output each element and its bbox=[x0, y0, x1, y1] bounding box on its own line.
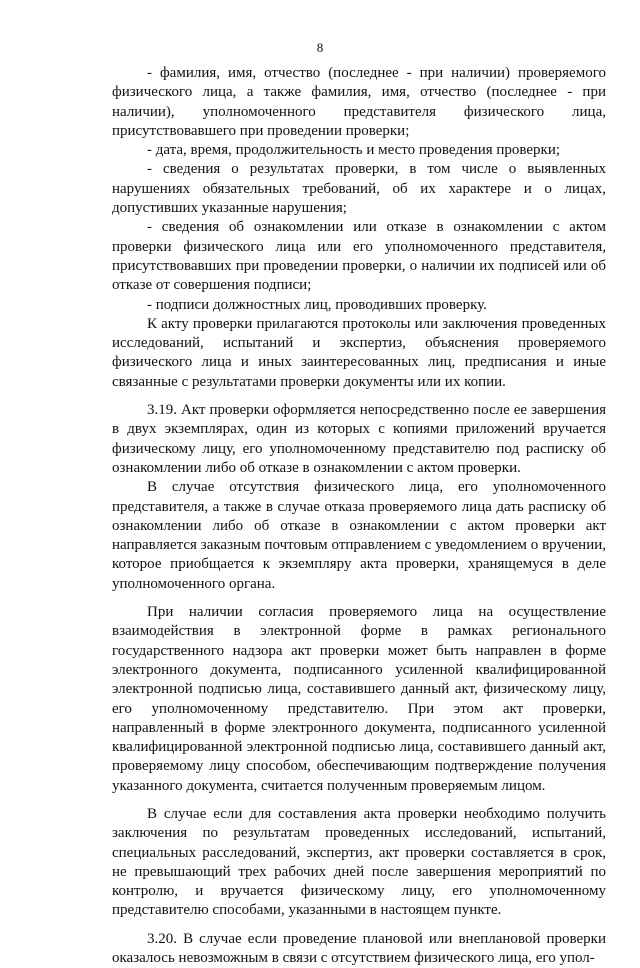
list-item-date-time-place: - дата, время, продолжительность и место проведения проверки; bbox=[147, 142, 561, 159]
paragraph-absence: В случае отсутствия физического лица, его уполномоченного представителя, а также в случае отказа проверяемого лица дать расписку об ознакомлении либо об отказе в ознакомлении с актом проверки акт направляется заказным почтовым отправлением с уведомлением о вручении, которое приобщается к экземпляру акта проверки, хранящемуся в деле уполномоченного органа. bbox=[112, 479, 606, 592]
list-item-acquaintance-info: - сведения об ознакомлении или отказе в ознакомлении с актом проверки физического лица или его уполномоченного представителя, присутствовавших при проведении проверки, о наличии их подписей или об отказе от совершения подписи; bbox=[112, 219, 606, 294]
list-item-full-name: - фамилия, имя, отчество (последнее - при наличии) проверяемого физического лица, а также фамилия, имя, отчество (последнее - при наличии), уполномоченного представителя физического лица, присутствовавшего при проведении проверки; bbox=[112, 65, 606, 139]
paragraph-3-19: 3.19. Акт проверки оформляется непосредственно после ее завершения в двух экземплярах, один из которых с копиями приложений вручается физическому лицу, его уполномоченному представителю под расписку об ознакомлении либо об отказе в ознакомлении с актом проверки. bbox=[112, 402, 606, 476]
document-body bbox=[112, 64, 606, 968]
page-number: 8 bbox=[316, 40, 324, 55]
paragraph-attachments: К акту проверки прилагаются протоколы или заключения проведенных исследований, испытаний и экспертиз, объяснения проверяемого физического лица и иных заинтересованных лиц, предписания и иные связанные с результатами проверки документы или их копии. bbox=[112, 315, 606, 390]
paragraph-electronic-form: При наличии согласия проверяемого лица на осуществление взаимодействия в электронной форме в рамках регионального государственного надзора акт проверки может быть направлен в форме электронного документа, подписанного усиленной квалифицированной электронной подписью лица, составившего данный акт, физическому лицу, его уполномоченному представителю. При этом акт проверки, направленный в форме электронного документа, подписанного усиленной квалифицированной электронной подписью лица, составившего данный акт, проверяемому лицу способом, обеспечивающим подтверждение получения указанного документа, считается полученным проверяемым лицом. bbox=[112, 604, 606, 794]
paragraph-3-20: 3.20. В случае если проведение плановой или внеплановой проверки оказалось невозможным в связи с отсутствием физического лица, его упол- bbox=[112, 930, 606, 967]
list-item-inspection-results: - сведения о результатах проверки, в том числе о выявленных нарушениях обязательных требований, об их характере и о лицах, допустивших указанные нарушения; bbox=[112, 161, 606, 217]
paragraph-conclusions: В случае если для составления акта проверки необходимо получить заключения по результатам проведенных исследований, испытаний, специальных расследований, экспертиз, акт проверки составляется в срок, не превышающий трех рабочих дней после завершения мероприятий по контролю, и вручается физическому лицу, его уполномоченному представителю способами, указанными в настоящем пункте. bbox=[112, 805, 606, 919]
list-item-signatures: - подписи должностных лиц, проводивших проверку. bbox=[147, 296, 487, 313]
